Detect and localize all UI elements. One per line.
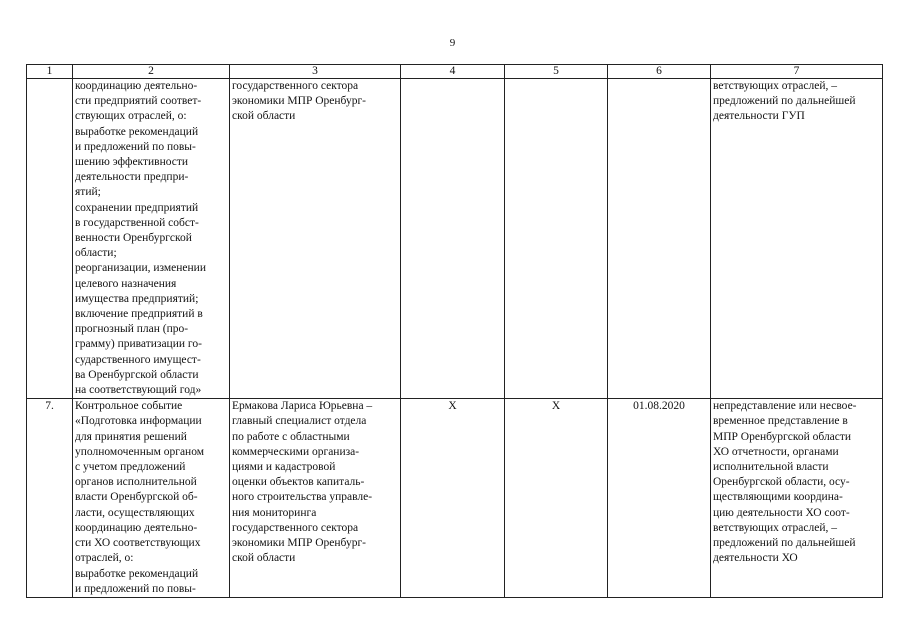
event-description-cell [73,79,230,399]
plan-table [26,64,883,598]
header-cell: 4 [401,65,505,79]
cell-text-line: ва Оренбургской области [75,368,199,381]
cell-text-line: на соответствующий год» [75,384,202,397]
cell-text-line: власти Оренбургской об- [75,491,198,504]
cell-text-line: сти ХО соответствующих [75,537,201,550]
cell-text-line: координацию деятельно- [75,80,198,92]
cell-text-line: ствующих отраслей, о: [75,110,187,123]
date-cell: 01.08.2020 [608,399,711,598]
header-row [27,65,883,79]
header-cell: 5 [505,65,608,79]
cell-text-line: ветствующих отраслей, – [713,80,837,92]
cell-text-line: включение предприятий в [75,308,203,321]
cell-text-line: деятельности ХО [713,552,798,565]
cell-text-line: для принятия решений [75,430,187,443]
cell-text-line: грамму) приватизации го- [75,338,202,351]
cell-text-line: и предложений по повы- [75,140,196,153]
cell-text-line: цию деятельности ХО соот- [713,506,850,519]
cell-text-line: венности Оренбургской [75,232,192,245]
responsible-cell [230,399,401,598]
responsible-cell [230,79,401,399]
date-cell [608,79,711,399]
cell-text-line: Оренбургской области, осу- [713,476,850,489]
cell-text-line: сохранении предприятий [75,201,199,214]
cell-text-line: предложений по дальнейшей [713,537,856,550]
col5-cell [505,79,608,399]
cell-text-line: экономики МПР Оренбург- [232,95,366,108]
cell-text-line: ного строительства управле- [232,491,373,504]
header-cell: 6 [608,65,711,79]
cell-text-line: исполнительной власти [713,461,829,474]
col4-cell: X [401,399,505,598]
cell-text-line: и предложений по повы- [75,582,196,595]
header-cell: 3 [230,65,401,79]
event-description-cell [73,399,230,598]
cell-text-line: циями и кадастровой [232,461,336,474]
cell-text-line: целевого назначения [75,277,177,290]
cell-text-line: выработке рекомендаций [75,125,199,138]
cell-text-line: уполномоченным органом [75,445,205,458]
cell-text-line: деятельности ГУП [713,110,805,123]
header-cell: 1 [27,65,73,79]
cell-text-line: сударственного имущест- [75,353,201,366]
cell-text-line: ХО отчетности, органами [713,445,839,458]
cell-text-line: предложений по дальнейшей [713,95,856,108]
cell-text-line: МПР Оренбургской области [713,430,852,443]
cell-text-line: по работе с областными [232,430,350,443]
cell-text-line: имущества предприятий; [75,292,199,305]
cell-text-line: сти предприятий соответ- [75,95,202,108]
cell-text-line: государственного сектора [232,80,359,92]
col5-cell: X [505,399,608,598]
cell-text-line: Ермакова Лариса Юрьевна – [232,400,373,413]
header-cell: 7 [711,65,883,79]
header-cell: 2 [73,65,230,79]
cell-text-line: с учетом предложений [75,461,186,474]
cell-text-line: государственного сектора [232,521,359,534]
cell-text-line: реорганизации, изменении [75,262,206,275]
cell-text-line: ской области [232,110,296,123]
risk-cell [711,399,883,598]
risk-cell [711,79,883,399]
col4-cell [401,79,505,399]
page-number: 9 [449,37,456,49]
cell-text-line: органов исполнительной [75,476,197,489]
row-number-cell [27,79,73,399]
table-row [27,399,883,598]
cell-text-line: временное представление в [713,415,848,428]
row-number-cell: 7. [27,399,73,598]
cell-text-line: непредставление или несвое- [713,400,857,413]
cell-text-line: ятий; [75,186,101,199]
cell-text-line: шению эффективности [75,156,189,169]
cell-text-line: ветствующих отраслей, – [713,521,837,534]
cell-text-line: отраслей, о: [75,552,134,565]
cell-text-line: «Подготовка информации [75,415,202,428]
cell-text-line: выработке рекомендаций [75,567,199,580]
cell-text-line: в государственной собст- [75,216,199,229]
cell-text-line: экономики МПР Оренбург- [232,537,366,550]
cell-text-line: ской области [232,552,296,565]
cell-text-line: ществляющими координа- [713,491,843,504]
cell-text-line: главный специалист отдела [232,415,367,428]
cell-text-line: ласти, осуществляющих [75,506,195,519]
cell-text-line: ния мониторинга [232,506,317,519]
cell-text-line: оценки объектов капиталь- [232,476,365,489]
cell-text-line: коммерческими организа- [232,445,360,458]
cell-text-line: деятельности предпри- [75,171,189,184]
table-row [27,79,883,399]
cell-text-line: области; [75,247,117,260]
cell-text-line: прогнозный план (про- [75,323,189,336]
cell-text-line: Контрольное событие [75,400,183,413]
cell-text-line: координацию деятельно- [75,521,198,534]
